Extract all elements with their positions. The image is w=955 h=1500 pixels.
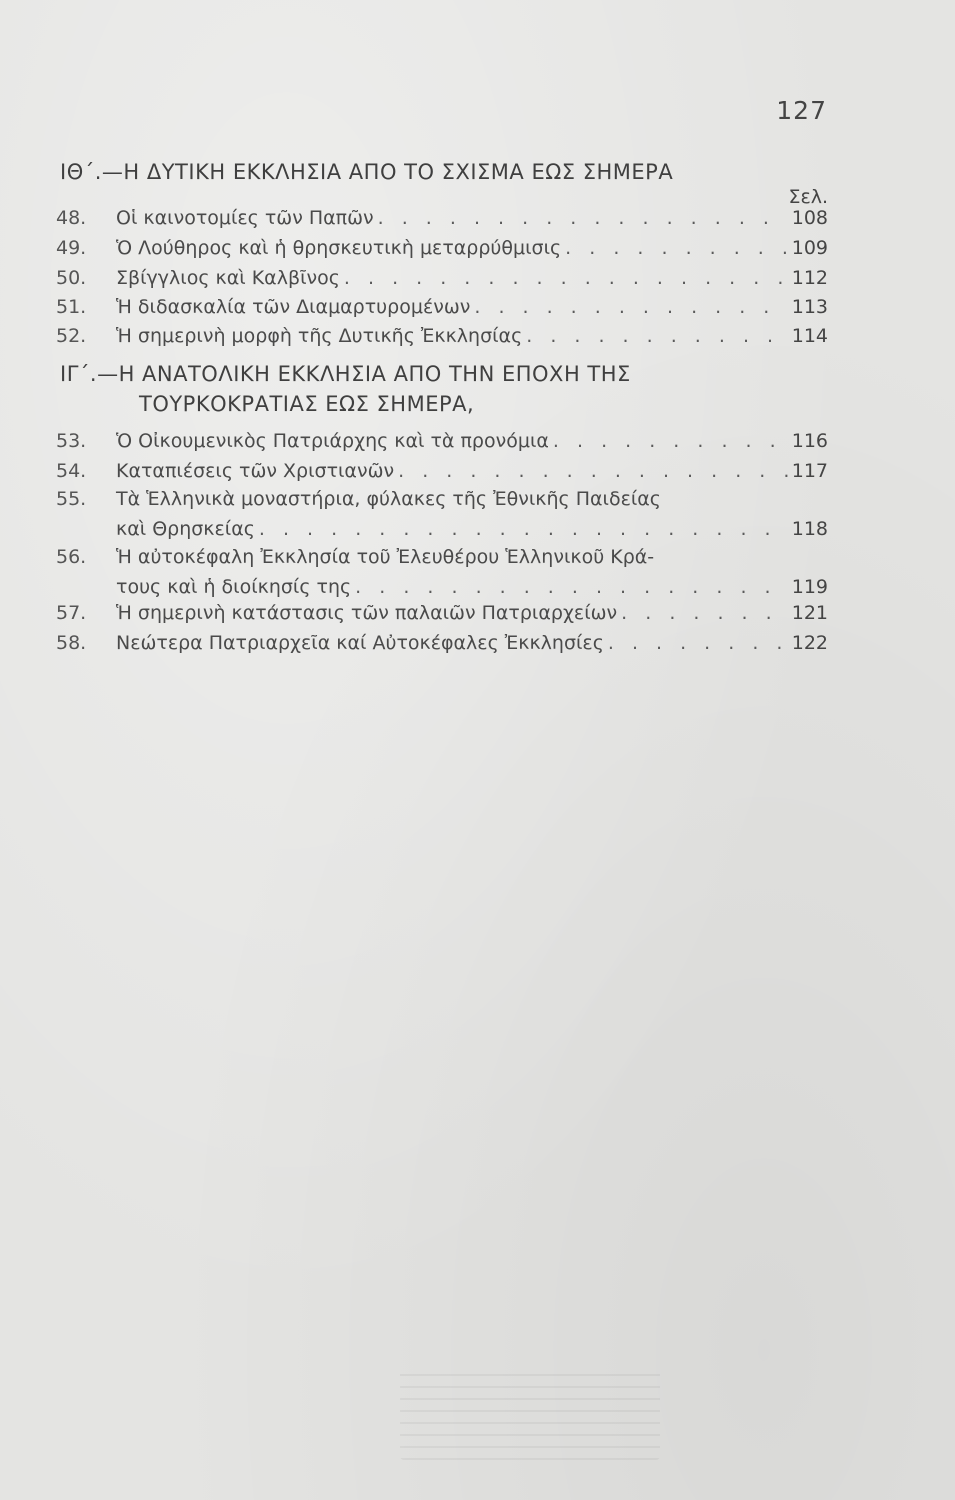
entry-number: 49. — [56, 237, 87, 259]
section-heading-west: ΙΘ΄.—Η ΔΥΤΙΚΗ ΕΚΚΛΗΣΙΑ ΑΠΟ ΤΟ ΣΧΙΣΜΑ ΕΩΣ ΣΗΜΕΡΑ — [60, 160, 674, 184]
leader-dots — [474, 292, 787, 322]
leader-dots — [553, 426, 788, 456]
section-heading-line2: ΤΟΥΡΚΟΚΡΑΤΙΑΣ ΕΩΣ ΣΗΜΕΡΑ, — [139, 392, 475, 416]
leader-dots — [608, 628, 788, 658]
entry-title: Ἡ σημερινὴ μορφὴ τῆς Δυτικῆς Ἐκκλησίας — [116, 325, 523, 347]
entry-number: 58. — [56, 632, 87, 654]
entry-page: 118 — [791, 518, 828, 540]
entry-number: 57. — [56, 602, 87, 624]
entry-title: Ἡ διδασκαλία τῶν Διαμαρτυρομένων — [116, 296, 471, 318]
entry-title: Ἡ σημερινὴ κατάστασις τῶν παλαιῶν Πατριαρχείων — [116, 602, 618, 624]
toc-entry — [56, 484, 828, 544]
entry-page: 122 — [791, 632, 828, 654]
entry-number: 50. — [56, 267, 87, 289]
entry-title: Ὁ Οἰκουμενικὸς Πατριάρχης καὶ τὰ προνόμια — [116, 430, 549, 452]
leader-dots — [398, 456, 788, 486]
entry-page: 117 — [791, 460, 828, 482]
entry-number: 52. — [56, 325, 87, 347]
entry-number: 48. — [56, 207, 87, 229]
entry-title-line1: Τὰ Ἑλληνικὰ μοναστήρια, φύλακες τῆς Ἐθνικῆς Παιδείας — [116, 488, 661, 510]
entry-page: 119 — [791, 576, 828, 598]
entry-title: τους καὶ ἡ διοίκησίς της — [116, 576, 352, 598]
toc-entry — [56, 263, 828, 293]
faint-bleedthrough-stamp — [400, 1370, 660, 1460]
entry-number: 55. — [56, 488, 87, 510]
toc-entry — [56, 203, 828, 233]
toc-entry — [56, 321, 828, 351]
toc-entry — [56, 292, 828, 322]
toc-entry — [56, 233, 828, 263]
entry-title: Οἱ καινοτομίες τῶν Παπῶν — [116, 207, 374, 229]
entry-title: Σβίγγλιος καὶ Καλβῖνος — [116, 267, 340, 289]
leader-dots — [526, 321, 788, 351]
leader-dots — [344, 263, 788, 293]
toc-entry — [56, 456, 828, 486]
section-heading-east — [60, 359, 631, 419]
toc-entry — [56, 426, 828, 456]
page-number: 127 — [776, 96, 827, 125]
page-column-label: Σελ. — [788, 186, 828, 208]
entry-page: 108 — [791, 207, 828, 229]
leader-dots — [378, 203, 788, 233]
entry-title-line1: Ἡ αὐτοκέφαλη Ἐκκλησία τοῦ Ἐλευθέρου Ἑλληνικοῦ Κρά- — [116, 546, 655, 568]
entry-title: καὶ Θρησκείας — [116, 518, 255, 540]
leader-dots — [259, 514, 788, 544]
entry-page: 121 — [791, 602, 828, 624]
leader-dots — [621, 598, 788, 628]
entry-number: 56. — [56, 546, 87, 568]
entry-page: 114 — [791, 325, 828, 347]
entry-page: 112 — [791, 267, 828, 289]
entry-title: Νεώτερα Πατριαρχεῖα καί Αὐτοκέφαλες Ἐκκλησίες — [116, 632, 604, 654]
section-heading-line1: ΙΓ΄.—Η ΑΝΑΤΟΛΙΚΗ ΕΚΚΛΗΣΙΑ ΑΠΟ ΤΗΝ ΕΠΟΧΗ ΤΗΣ — [60, 362, 631, 386]
entry-page: 113 — [791, 296, 828, 318]
entry-title: Ὁ Λούθηρος καὶ ἡ θρησκευτικὴ μεταρρύθμισις — [116, 237, 562, 259]
entry-title: Καταπιέσεις τῶν Χριστιανῶν — [116, 460, 395, 482]
entry-page: 109 — [791, 237, 828, 259]
entry-page: 116 — [791, 430, 828, 452]
entry-number: 51. — [56, 296, 87, 318]
toc-entry — [56, 628, 828, 658]
entry-number: 54. — [56, 460, 87, 482]
entry-number: 53. — [56, 430, 87, 452]
toc-entry — [56, 542, 828, 602]
leader-dots — [565, 233, 788, 263]
toc-entry — [56, 598, 828, 628]
